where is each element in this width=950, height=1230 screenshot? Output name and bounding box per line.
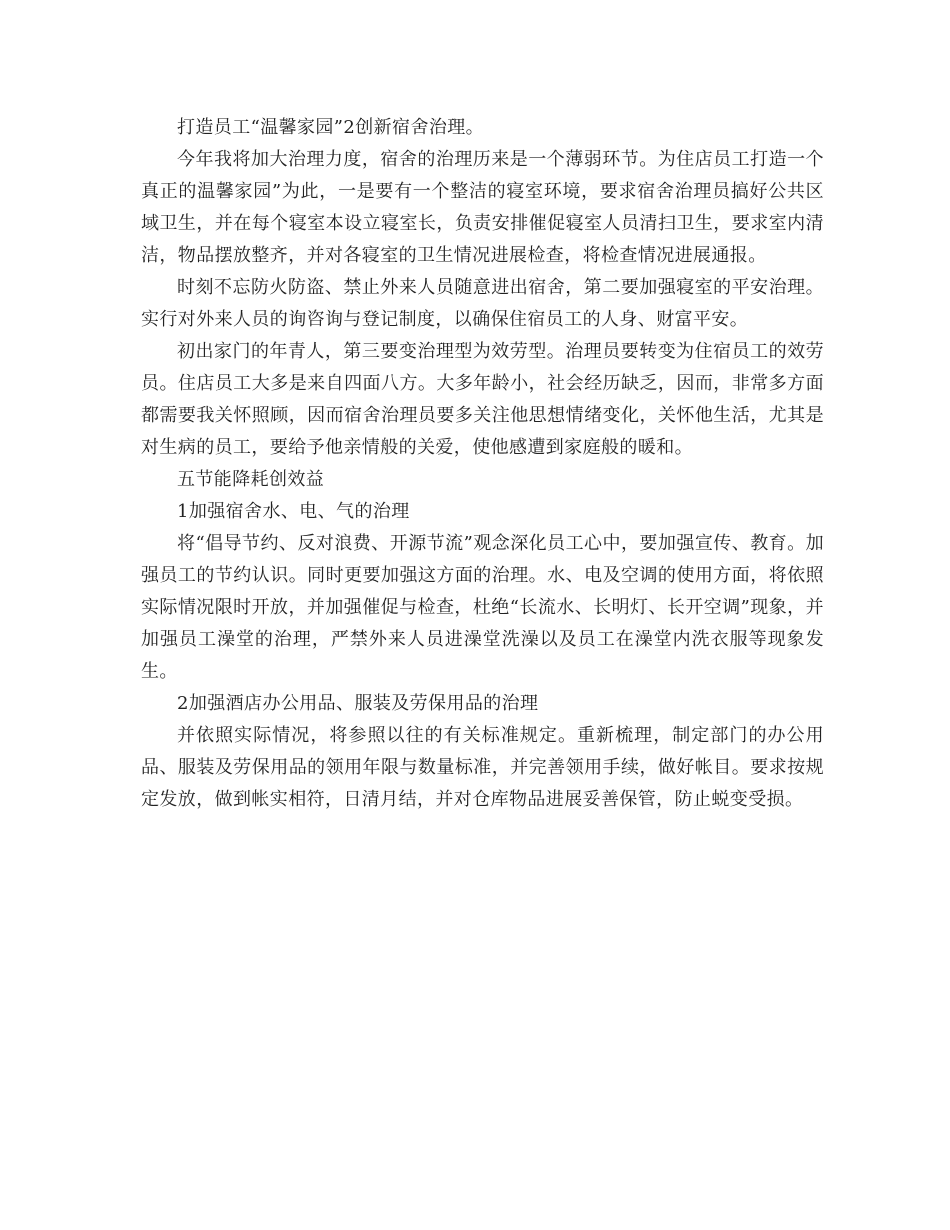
section-heading-dormitory: 打造员工“温馨家园”2创新宿舍治理。 bbox=[177, 117, 485, 138]
paragraph-service-attitude: 初出家门的年青人，第三要变治理型为效劳型。治理员要转变为住宿员工的效劳员。住店员工大多是来自四面八方。大多年龄小，社会经历缺乏，因而，非常多方面都需要我关怀照顾，因而宿舍治理员要多关注他思想情绪变化，关怀他生活，尤其是对生病的员工，要给予他亲情般的关爱，使他感遭到家庭般的暖和。 bbox=[141, 341, 824, 458]
subheading-office-supplies: 2加强酒店办公用品、服装及劳保用品的治理 bbox=[177, 693, 539, 714]
document-body bbox=[141, 112, 824, 816]
paragraph-utilities: 将“倡导节约、反对浪费、开源节流”观念深化员工心中，要加强宣传、教育。加强员工的节约认识。同时更要加强这方面的治理。水、电及空调的使用方面，将依照实际情况限时开放，并加强催促与检查，杜绝“长流水、长明灯、长开空调”现象，并加强员工澡堂的治理，严禁外来人员进澡堂洗澡以及员工在澡堂内洗衣服等现象发生。 bbox=[141, 533, 824, 682]
paragraph-dormitory-management: 今年我将加大治理力度，宿舍的治理历来是一个薄弱环节。为住店员工打造一个真正的温馨家园”为此，一是要有一个整洁的寝室环境，要求宿舍治理员搞好公共区域卫生，并在每个寝室本设立寝室长，负责安排催促寝室人员清扫卫生，要求室内清洁，物品摆放整齐，并对各寝室的卫生情况进展检查，将检查情况进展通报。 bbox=[141, 149, 824, 266]
paragraph-office-supplies: 并依照实际情况，将参照以往的有关标准规定。重新梳理，制定部门的办公用品、服装及劳保用品的领用年限与数量标准，并完善领用手续，做好帐目。要求按规定发放，做到帐实相符，日清月结，并对仓库物品进展妥善保管，防止蜕变受损。 bbox=[141, 725, 824, 810]
paragraph-dormitory-safety: 时刻不忘防火防盗、禁止外来人员随意进出宿舍，第二要加强寝室的平安治理。实行对外来人员的询咨询与登记制度，以确保住宿员工的人身、财富平安。 bbox=[141, 277, 824, 330]
subheading-utilities: 1加强宿舍水、电、气的治理 bbox=[177, 501, 410, 522]
section-heading-energy-saving: 五节能降耗创效益 bbox=[177, 469, 325, 490]
